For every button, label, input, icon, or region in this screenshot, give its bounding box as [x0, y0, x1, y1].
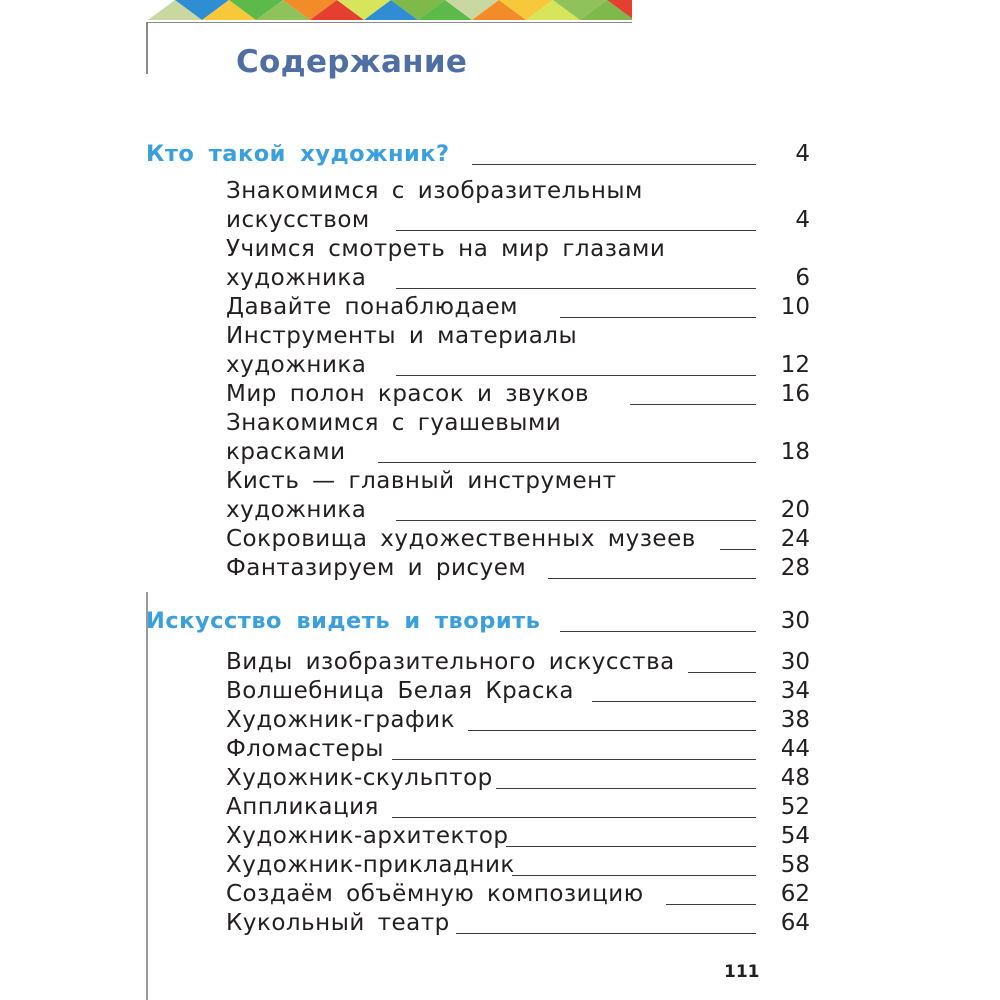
entry-title: Художник-архитектор [226, 823, 509, 849]
toc-item[interactable] [226, 848, 810, 878]
dot-leader [392, 817, 756, 818]
entry-title: художника [226, 497, 367, 523]
toc-item[interactable] [226, 790, 810, 820]
toc-section-art-of-seeing[interactable] [146, 604, 810, 634]
toc-item[interactable] [226, 290, 810, 320]
section-title: Искусство видеть и творить [146, 608, 541, 634]
page-ref: 28 [780, 555, 810, 581]
page-ref: 4 [795, 207, 810, 233]
dot-leader [396, 520, 756, 521]
page-ref: 10 [780, 294, 810, 320]
page-ref: 62 [780, 881, 810, 907]
page-ref: 6 [795, 265, 810, 291]
frame-line-top-left [146, 22, 148, 74]
entry-title: Мир полон красок и звуков [226, 381, 590, 407]
page-ref: 54 [780, 823, 810, 849]
frame-line-top [146, 22, 632, 23]
entry-title: красками [226, 439, 346, 465]
page-ref: 34 [780, 678, 810, 704]
entry-title-line1: Знакомимся с гуашевыми [226, 410, 562, 436]
toc-item[interactable] [226, 178, 810, 233]
entry-title-line1: Учимся смотреть на мир глазами [226, 236, 666, 262]
entry-title: Сокровища художественных музеев [226, 526, 696, 552]
toc-item[interactable] [226, 819, 810, 849]
page-title: Содержание [236, 44, 468, 80]
page-ref: 20 [780, 497, 810, 523]
page-ref: 12 [780, 352, 810, 378]
entry-title: Фломастеры [226, 736, 384, 762]
banner-triangles [148, 0, 632, 20]
page-ref: 24 [780, 526, 810, 552]
page-ref: 4 [795, 141, 810, 167]
toc-item[interactable] [226, 703, 810, 733]
dot-leader [396, 230, 756, 231]
dot-leader [396, 288, 756, 289]
toc-item[interactable] [226, 468, 810, 523]
entry-title-line1: Инструменты и материалы [226, 323, 578, 349]
toc-item[interactable] [226, 674, 810, 704]
entry-title: Кукольный театр [226, 910, 450, 936]
toc-item[interactable] [226, 906, 810, 936]
entry-title: Давайте понаблюдаем [226, 294, 519, 320]
toc-item[interactable] [226, 645, 810, 675]
entry-title-line1: Знакомимся с изобразительным [226, 178, 643, 204]
entry-title: Создаём объёмную композицию [226, 881, 644, 907]
entry-title: Виды изобразительного искусства [226, 649, 675, 675]
page-ref: 64 [780, 910, 810, 936]
page-ref: 18 [780, 439, 810, 465]
dot-leader [396, 375, 756, 376]
dot-leader [392, 759, 756, 760]
page-ref: 30 [780, 608, 810, 634]
page-ref: 48 [780, 765, 810, 791]
toc-item[interactable] [226, 236, 810, 291]
toc-item[interactable] [226, 377, 810, 407]
toc-item[interactable] [226, 877, 810, 907]
entry-title: Аппликация [226, 794, 379, 820]
entry-title: искусством [226, 207, 370, 233]
entry-title: Художник-скульптор [226, 765, 493, 791]
page-ref: 44 [780, 736, 810, 762]
entry-title: художника [226, 265, 367, 291]
toc-item[interactable] [226, 551, 810, 581]
toc-item[interactable] [226, 410, 810, 465]
dot-leader [378, 462, 756, 463]
entry-title: Художник-график [226, 707, 456, 733]
toc-item[interactable] [226, 732, 810, 762]
page-ref: 52 [780, 794, 810, 820]
entry-title: художника [226, 352, 367, 378]
toc-item[interactable] [226, 522, 810, 552]
page-ref: 16 [780, 381, 810, 407]
section-title: Кто такой художник? [146, 141, 450, 167]
toc-item[interactable] [226, 323, 810, 378]
page-ref: 58 [780, 852, 810, 878]
page-ref: 38 [780, 707, 810, 733]
page-number: 111 [724, 962, 760, 982]
entry-title: Волшебница Белая Краска [226, 678, 575, 704]
toc-section-who-is-artist[interactable] [146, 137, 810, 167]
entry-title-line1: Кисть — главный инструмент [226, 468, 617, 494]
decorative-banner [148, 0, 632, 20]
entry-title: Фантазируем и рисуем [226, 555, 527, 581]
frame-line-bottom-left [146, 592, 148, 1000]
toc-item[interactable] [226, 761, 810, 791]
page-ref: 30 [780, 649, 810, 675]
entry-title: Художник-прикладник [226, 852, 515, 878]
